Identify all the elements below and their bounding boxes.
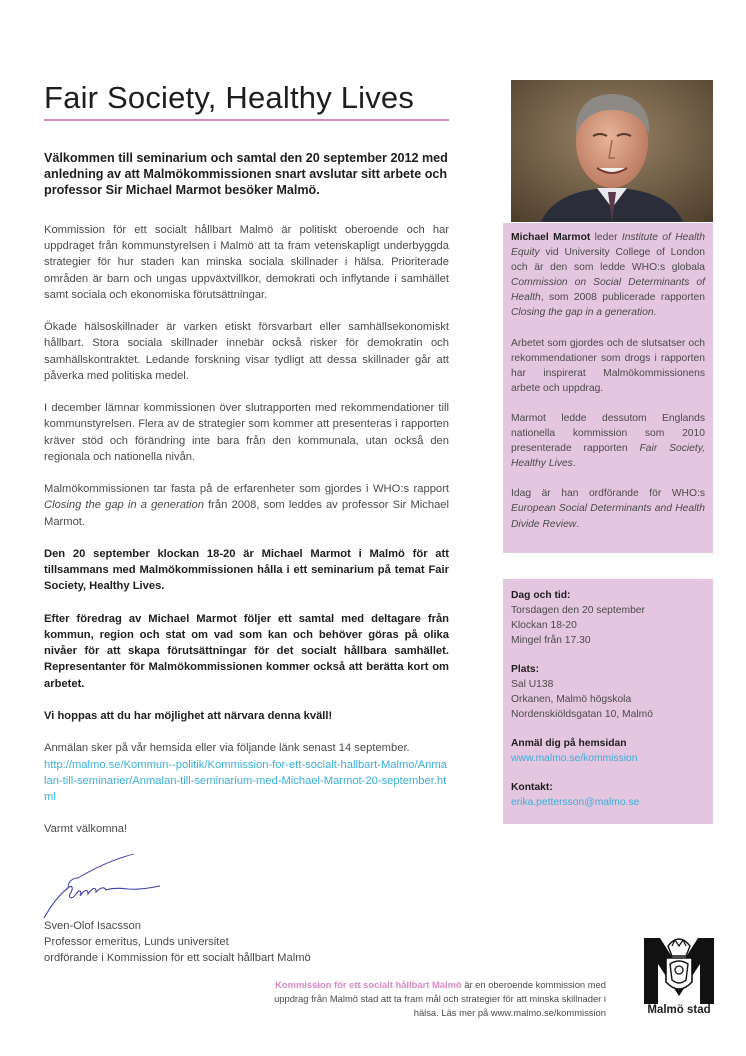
- p4-report-title: Closing the gap in a generation: [44, 499, 204, 512]
- bio-commission: Commission on Social Determinants of Health: [511, 277, 705, 304]
- place-line-2: Orkanen, Malmö högskola: [511, 694, 632, 705]
- p4-a: Malmökommissionen tar fasta på de erfarenheter som gjordes i WHO:s rapport: [44, 483, 449, 496]
- malmo-stad-logo-icon: [640, 924, 718, 1016]
- registration-link[interactable]: http://malmo.se/Kommun--politik/Kommission-for-ett-socialt-hallbart-Malmo/Anmalan-till-seminarier/Anmalan-till-seminarium-med-Michael-Marmot-20-september.html: [44, 758, 447, 803]
- bio-institute: Institute of Health Equity: [511, 232, 705, 259]
- portrait-image: [511, 80, 713, 222]
- signer-role: Professor emeritus, Lunds universitet: [44, 936, 229, 948]
- bio-p1-g: .: [653, 307, 657, 319]
- signup-link[interactable]: www.malmo.se/kommission: [511, 753, 638, 764]
- bio-name: Michael Marmot: [511, 232, 591, 243]
- place-line-1: Sal U138: [511, 679, 554, 690]
- bio-p4-a: Idag är han ordförande för WHO:s: [511, 488, 705, 500]
- when-line-1: Torsdagen den 20 september: [511, 605, 645, 616]
- paragraph-hope: Vi hoppas att du har möjlighet att närvara denna kväll!: [44, 710, 333, 722]
- p4-c: från 2008, som leddes av professor Sir Michael Marmot.: [44, 499, 449, 528]
- signer-name: Sven-Olof Isacsson: [44, 920, 142, 932]
- event-info-box: [503, 579, 713, 824]
- contact-heading: Kontakt:: [511, 782, 553, 793]
- page-title: Fair Society, Healthy Lives: [44, 80, 415, 115]
- paragraph-seminar-date: Den 20 september klockan 18-20 är Michael Marmot i Malmö för att tillsammans med Malmökommissionen hålla i ett seminarium på temat Fair Society, Healthy Lives.: [44, 548, 449, 593]
- when-line-2: Klockan 18-20: [511, 620, 577, 631]
- footer-org-name: Kommission för ett socialt hållbart Malmö: [275, 979, 462, 990]
- bio-p1-c: vid University College of London och är den som ledde WHO:s globala: [511, 247, 705, 274]
- when-heading: Dag och tid:: [511, 590, 571, 601]
- bio-p3-c: .: [572, 458, 576, 470]
- bio-p1-a: leder: [590, 232, 622, 243]
- place-heading: Plats:: [511, 664, 540, 675]
- place-line-3: Nordenskiöldsgatan 10, Malmö: [511, 709, 653, 720]
- bio-p3-report: Fair Society, Healthy Lives: [511, 443, 705, 470]
- paragraph-conversation: Efter föredrag av Michael Marmot följer ett samtal med deltagare från kommun, region och stat om vad som kan och behöver göras på olika nivåer för att skapa förutsättningar för det socialt hållbara samhället. Representanter för Malmökommissionen kommer också att berätta kort om arbetet.: [44, 612, 449, 690]
- title-underline: [44, 119, 449, 121]
- main-text: [44, 222, 449, 854]
- logo-text: Malmö stad: [647, 1004, 711, 1016]
- bio-paragraph-4: [511, 486, 705, 531]
- when-line-3: Mingel från 17.30: [511, 635, 591, 646]
- bio-paragraph-1: [511, 230, 705, 321]
- handwritten-signature: [38, 848, 178, 920]
- closing-greeting: Varmt välkomna!: [44, 823, 128, 836]
- registration-text: Anmälan sker på vår hemsida eller via följande länk senast 14 september.: [44, 742, 410, 755]
- contact-email-link[interactable]: erika.pettersson@malmo.se: [511, 797, 640, 808]
- paragraph-who-report: [44, 481, 449, 530]
- signer-org: ordförande i Kommission för ett socialt hållbart Malmö: [44, 952, 311, 964]
- bio-report: Closing the gap in a generation: [511, 307, 654, 319]
- paragraph-health-gaps: Ökade hälsoskillnader är varken etiskt försvarbart eller samhällsekonomiskt hållbart. Stora sociala skillnader innebär också risker för demokratin och samhällskontraktet. Ledande forskning visar tydligt att dessa skillnader går att påverka med politiska medel.: [44, 321, 449, 382]
- bio-paragraph-2: Arbetet som gjordes och de slutsatser och rekommendationer som drogs i rapporten har inspirerat Malmökommissionens arbete och uppdrag.: [511, 337, 705, 394]
- bio-box: [503, 223, 713, 553]
- paragraph-commission: Kommission för ett socialt hållbart Malmö är politiskt oberoende och har uppdraget från kommunstyrelsen i Malmö att ta fram vetenskapligt underbyggda strategier för hur staden kan minska sociala skillnader i hälsa. Prioriterade områden är barn och ungas uppväxtvillkor, demokrati och inflytande i samhället samt sociala och ekonomiska förutsättningar.: [44, 224, 449, 301]
- portrait-photo: [511, 80, 713, 222]
- bio-p3-a: Marmot ledde dessutom Englands nationella kommission som 2010 presenterade rapporten: [511, 412, 705, 455]
- footer-note: [248, 978, 606, 1020]
- bio-p4-review: European Social Determinants and Health Divide Review: [511, 503, 705, 530]
- signer-block: [44, 918, 404, 966]
- paragraph-december-report: I december lämnar kommissionen över slutrapporten med rekommendationer till kommunstyrelsen. Flera av de strategier som kommer att presenteras i rapporten kräver stöd och förändring inte bara från den kommunala, utan också den regionala och nationella nivån.: [44, 402, 449, 463]
- intro-lead: Välkommen till seminarium och samtal den 20 september 2012 med anledning av att Malmökommissionen snart avslutar sitt arbete och professor Sir Michael Marmot besöker Malmö.: [44, 151, 448, 197]
- bio-p1-e: , som 2008 publicerade rapporten: [540, 292, 705, 304]
- footer-text: är en oberoende kommission med uppdrag från Malmö stad att ta fram mål och strategier för att minska skillnader i hälsa. Läs mer på www.malmo.se/kommission: [274, 979, 606, 1018]
- signup-heading: Anmäl dig på hemsidan: [511, 738, 627, 749]
- paragraph-registration: [44, 740, 449, 805]
- bio-paragraph-3: [511, 411, 705, 471]
- bio-p4-c: .: [576, 518, 580, 530]
